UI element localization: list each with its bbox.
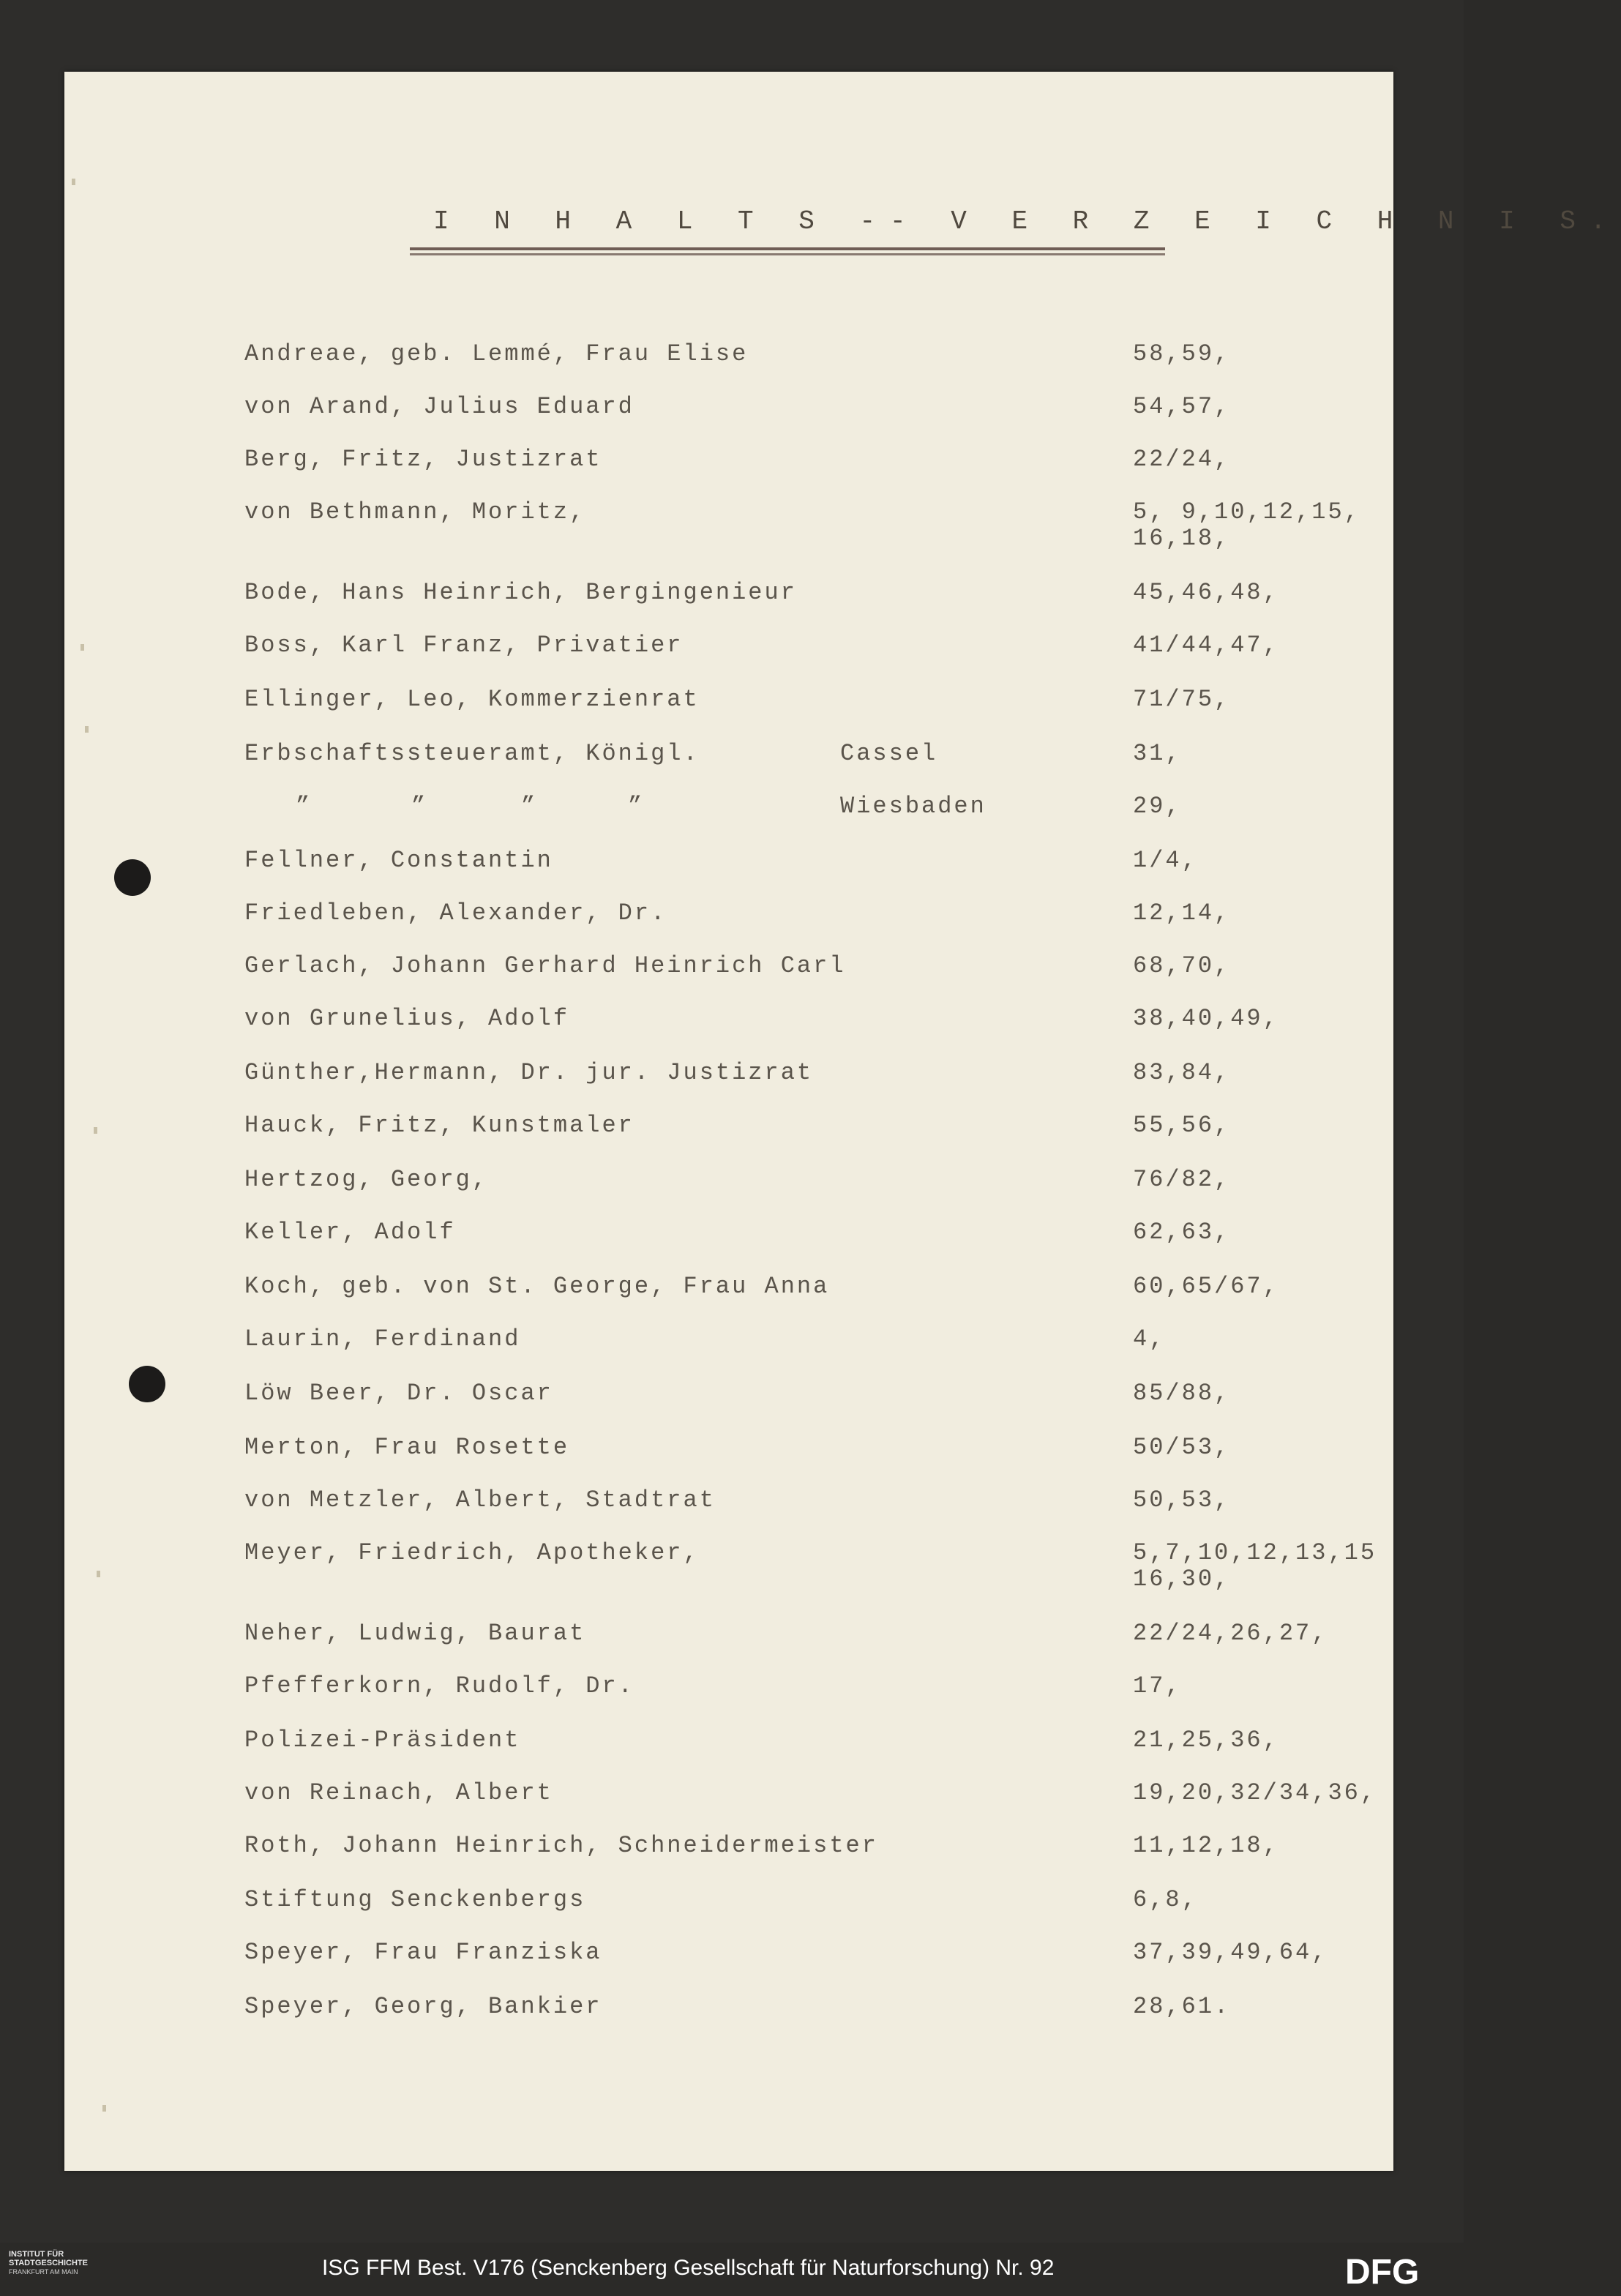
entry-pages: 1/4, — [1133, 847, 1198, 874]
entry-pages: 22/24, — [1133, 446, 1231, 473]
ditto-mark: ” — [521, 793, 536, 820]
entry-pages: 21,25,36, — [1133, 1727, 1279, 1754]
entry-pages: 50,53, — [1133, 1487, 1231, 1514]
entry-pages: 6,8, — [1133, 1886, 1198, 1913]
institute-name-line3: FRANKFURT AM MAIN — [9, 2268, 78, 2276]
entry-pages: 71/75, — [1133, 686, 1231, 713]
ditto-mark: ” — [411, 793, 426, 820]
entry-pages: 45,46,48, — [1133, 579, 1279, 606]
entry-name: von Arand, Julius Eduard — [244, 393, 634, 420]
entry-name: Günther,Hermann, Dr. jur. Justizrat — [244, 1059, 814, 1086]
entry-name: Berg, Fritz, Justizrat — [244, 446, 602, 473]
entry-pages: 5,7,10,12,13,15 16,30, — [1133, 1539, 1377, 1593]
entry-name: Koch, geb. von St. George, Frau Anna — [244, 1273, 830, 1300]
ditto-mark: ” — [296, 793, 310, 820]
archive-caption: ISG FFM Best. V176 (Senckenberg Gesellschaft für Naturforschung) Nr. 92 — [322, 2256, 1055, 2280]
entry-name: Stiftung Senckenbergs — [244, 1886, 586, 1913]
entry-name: Boss, Karl Franz, Privatier — [244, 632, 684, 659]
entry-name: Hauck, Fritz, Kunstmaler — [244, 1112, 634, 1139]
ditto-mark: ” — [628, 793, 643, 820]
entry-pages: 31, — [1133, 740, 1182, 767]
entry-name: Hertzog, Georg, — [244, 1166, 489, 1193]
institute-name-line2: STADTGESCHICHTE — [9, 2259, 88, 2267]
entry-pages: 37,39,49,64, — [1133, 1939, 1328, 1966]
entry-name: Gerlach, Johann Gerhard Heinrich Carl — [244, 952, 846, 979]
entry-pages: 76/82, — [1133, 1166, 1231, 1193]
entry-name: Andreae, geb. Lemmé, Frau Elise — [244, 340, 749, 367]
entry-name: Merton, Frau Rosette — [244, 1434, 570, 1461]
entry-pages: 55,56, — [1133, 1112, 1231, 1139]
entry-pages: 85/88, — [1133, 1380, 1231, 1407]
entry-name: Polizei-Präsident — [244, 1727, 521, 1754]
entry-pages: 19,20,32/34,36, — [1133, 1779, 1377, 1806]
entry-name: Speyer, Georg, Bankier — [244, 1993, 602, 2020]
footer-bar — [0, 2243, 1464, 2296]
entry-pages: 54,57, — [1133, 393, 1231, 420]
entry-name: Pfefferkorn, Rudolf, Dr. — [244, 1672, 634, 1699]
entry-pages: 58,59, — [1133, 340, 1231, 367]
entry-pages: 68,70, — [1133, 952, 1231, 979]
entry-pages: 17, — [1133, 1672, 1182, 1699]
entry-pages: 50/53, — [1133, 1434, 1231, 1461]
entry-name: Ellinger, Leo, Kommerzienrat — [244, 686, 700, 713]
entry-pages: 83,84, — [1133, 1059, 1231, 1086]
entry-name: Keller, Adolf — [244, 1219, 456, 1246]
entry-name: Löw Beer, Dr. Oscar — [244, 1380, 553, 1407]
dfg-logo-icon — [1344, 2251, 1453, 2292]
entry-name: Meyer, Friedrich, Apotheker, — [244, 1539, 700, 1566]
entry-name: Erbschaftssteueramt, Königl. — [244, 740, 700, 767]
entry-name: Roth, Johann Heinrich, Schneidermeister — [244, 1832, 878, 1859]
entry-name: von Metzler, Albert, Stadtrat — [244, 1487, 716, 1514]
entry-name: Speyer, Frau Franziska — [244, 1939, 602, 1966]
entry-pages: 5, 9,10,12,15, 16,18, — [1133, 498, 1360, 552]
entry-name: von Grunelius, Adolf — [244, 1005, 570, 1032]
entry-pages: 60,65/67, — [1133, 1273, 1279, 1300]
institute-logo — [9, 2250, 133, 2276]
entry-place: Cassel — [840, 740, 938, 767]
entry-pages: 4, — [1133, 1325, 1166, 1353]
entry-pages: 11,12,18, — [1133, 1832, 1279, 1859]
entry-name: Bode, Hans Heinrich, Bergingenieur — [244, 579, 797, 606]
entry-name: Friedleben, Alexander, Dr. — [244, 900, 667, 927]
entry-pages: 22/24,26,27, — [1133, 1620, 1328, 1647]
document-heading: I N H A L T S -- V E R Z E I C H N I S. — [433, 206, 1621, 236]
entry-pages: 41/44,47, — [1133, 632, 1279, 659]
dfg-logo-text: DFG — [1345, 2253, 1420, 2292]
entry-name: von Bethmann, Moritz, — [244, 498, 586, 526]
entry-name: Laurin, Ferdinand — [244, 1325, 521, 1353]
entry-pages: 28,61. — [1133, 1993, 1231, 2020]
entry-name: Fellner, Constantin — [244, 847, 553, 874]
entry-pages: 29, — [1133, 793, 1182, 820]
entry-name: von Reinach, Albert — [244, 1779, 553, 1806]
entry-pages: 62,63, — [1133, 1219, 1231, 1246]
entry-pages: 12,14, — [1133, 900, 1231, 927]
entry-name: Neher, Ludwig, Baurat — [244, 1620, 586, 1647]
institute-name-line1: INSTITUT FÜR — [9, 2250, 64, 2259]
entry-pages: 38,40,49, — [1133, 1005, 1279, 1032]
entry-place: Wiesbaden — [840, 793, 987, 820]
